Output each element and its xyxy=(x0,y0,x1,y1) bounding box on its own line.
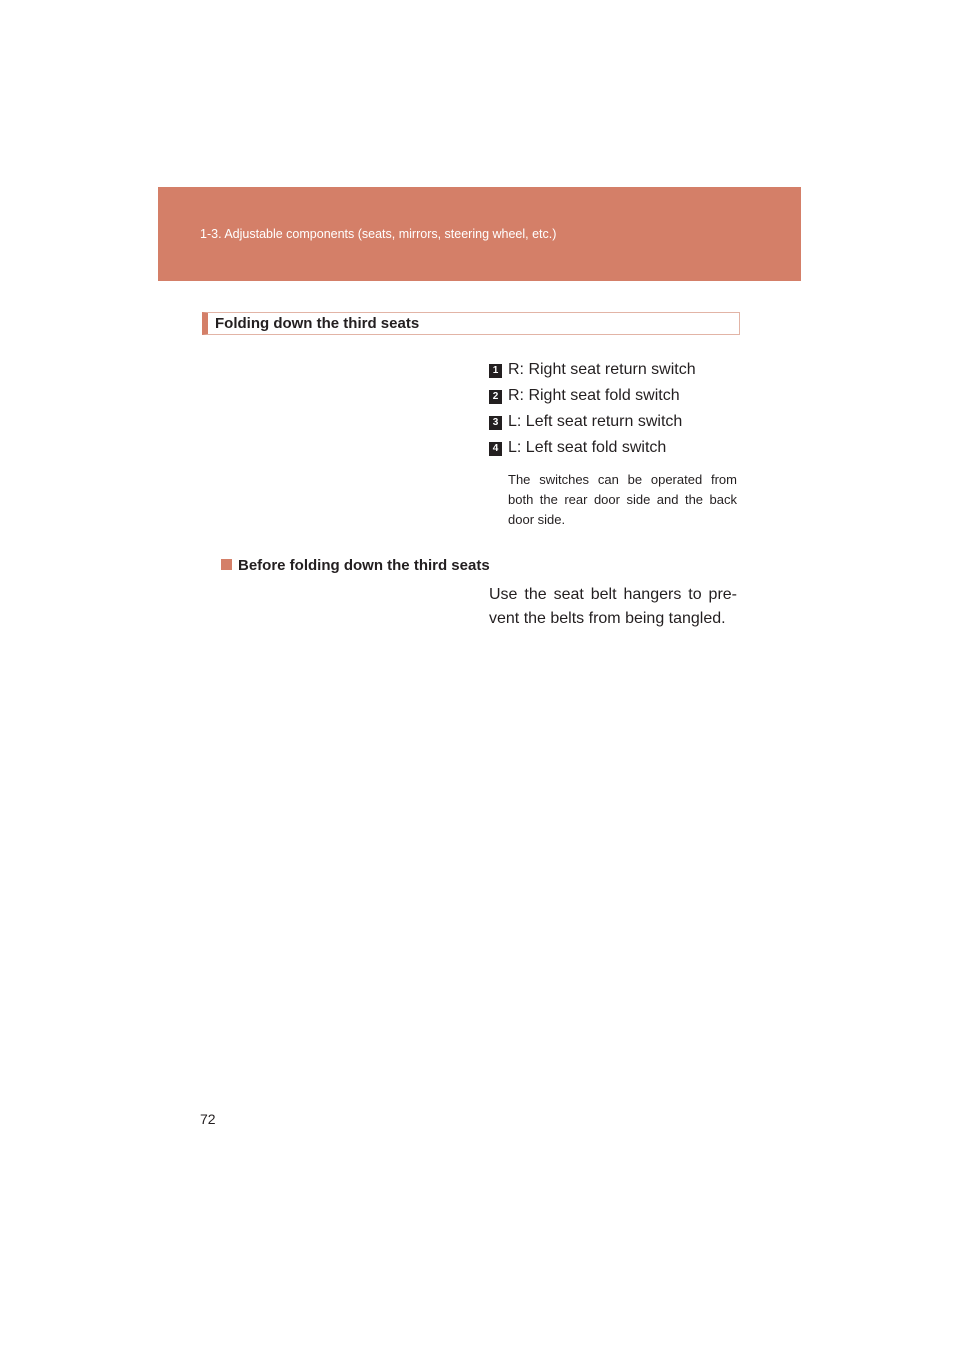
note-text: The switches can be operated from both the rear door side and the back door side. xyxy=(508,472,737,527)
subsection-heading xyxy=(221,557,490,574)
subsection-heading-label: Before folding down the third seats xyxy=(238,557,490,574)
number-badge: 4 xyxy=(489,442,502,456)
number-badge: 2 xyxy=(489,390,502,404)
square-bullet-icon xyxy=(221,559,232,570)
number-badge: 1 xyxy=(489,364,502,378)
breadcrumb: 1-3. Adjustable components (seats, mirrors, steering wheel, etc.) xyxy=(200,227,557,241)
list-item-label: R: Right seat return switch xyxy=(508,361,696,378)
section-title: Folding down the third seats xyxy=(215,315,420,332)
section-title-bar xyxy=(202,312,740,335)
header-band xyxy=(158,187,801,281)
list-item-label: L: Left seat fold switch xyxy=(508,439,667,456)
list-item-label: R: Right seat fold switch xyxy=(508,387,680,404)
list-item-label: L: Left seat return switch xyxy=(508,413,683,430)
page-number: 72 xyxy=(200,1111,216,1127)
number-badge: 3 xyxy=(489,416,502,430)
subsection-paragraph: Use the seat belt hangers to pre-vent the belts from being tangled. xyxy=(489,586,737,627)
